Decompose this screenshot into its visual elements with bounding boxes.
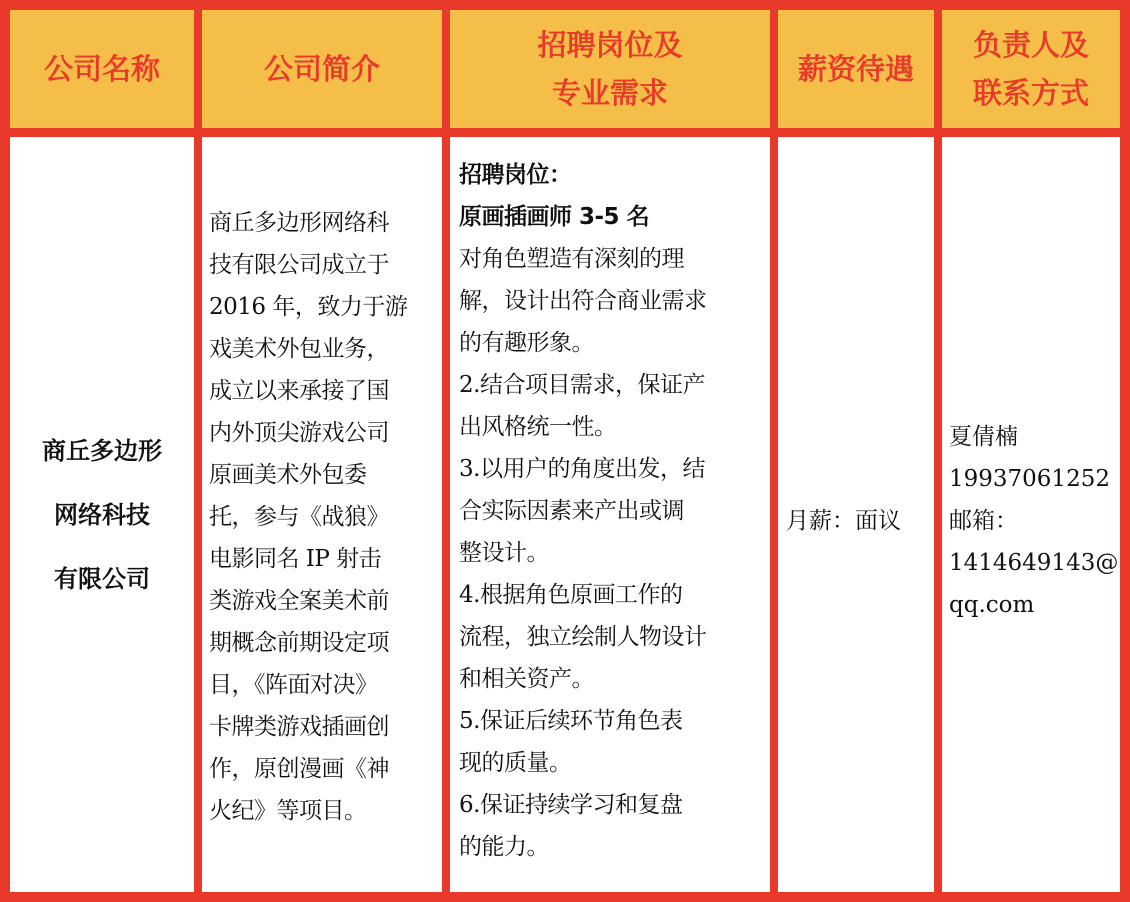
header-company-name xyxy=(10,10,194,128)
requirement-line: 现的质量。 xyxy=(459,750,572,776)
requirement-line: 6.保证持续学习和复盘 xyxy=(459,792,683,818)
intro-line: 成立以来承接了国 xyxy=(209,377,389,404)
salary-cell xyxy=(778,137,934,892)
position-title: 招聘岗位： xyxy=(459,162,572,188)
intro-line: 作，原创漫画《神 xyxy=(209,755,389,782)
intro-line: 技有限公司成立于 xyxy=(209,251,389,278)
intro-line: 类游戏全案美术前 xyxy=(209,587,389,614)
company-name-line: 网络科技 xyxy=(54,500,150,529)
requirement-line: 5.保证后续环节角色表 xyxy=(459,708,683,734)
contact-email-line2: qq.com xyxy=(949,591,1035,618)
company-name-cell xyxy=(10,137,194,892)
contact-name: 夏倩楠 xyxy=(949,423,1018,450)
header-salary xyxy=(778,10,934,128)
requirement-line: 4.根据角色原画工作的 xyxy=(459,582,683,608)
header-position-line1: 招聘岗位及 xyxy=(537,28,683,62)
intro-line: 期概念前期设定项 xyxy=(209,629,389,656)
header-contact xyxy=(942,10,1120,128)
intro-line: 电影同名 IP 射击 xyxy=(209,545,382,572)
requirement-line: 和相关资产。 xyxy=(459,666,594,692)
requirement-line: 流程，独立绘制人物设计 xyxy=(459,624,707,650)
requirement-line: 解，设计出符合商业需求 xyxy=(459,288,707,314)
contact-email xyxy=(949,542,1120,626)
contact-phone: 19937061252 xyxy=(949,465,1110,492)
header-salary-text: 薪资待遇 xyxy=(797,52,914,86)
requirement-line: 出风格统一性。 xyxy=(459,414,617,440)
header-company-intro xyxy=(202,10,442,128)
intro-line: 卡牌类游戏插画创 xyxy=(209,713,389,740)
intro-line: 戏美术外包业务， xyxy=(209,335,389,362)
contact-email-label: 邮箱： xyxy=(949,507,1018,534)
intro-line: 原画美术外包委 xyxy=(209,461,367,488)
requirement-line: 的能力。 xyxy=(459,834,549,860)
requirement-line: 的有趣形象。 xyxy=(459,330,594,356)
intro-line: 2016 年，致力于游 xyxy=(209,293,408,320)
header-company-name-text: 公司名称 xyxy=(43,52,160,86)
company-name-line: 有限公司 xyxy=(54,564,150,593)
intro-line: 商丘多边形网络科 xyxy=(209,209,389,236)
header-position-line2: 专业需求 xyxy=(551,76,668,110)
requirement-line: 合实际因素来产出或调 xyxy=(459,498,684,524)
contact-email-line1: 1414649143@ xyxy=(949,549,1119,576)
header-company-intro-text: 公司简介 xyxy=(263,52,380,86)
header-contact-line2: 联系方式 xyxy=(972,76,1089,110)
company-intro-cell xyxy=(202,137,442,892)
header-position xyxy=(450,10,770,128)
requirement-line: 对角色塑造有深刻的理 xyxy=(459,246,684,272)
company-name-line: 商丘多边形 xyxy=(42,436,162,465)
intro-line: 目，《阵面对决》 xyxy=(209,671,378,698)
requirement-line: 3.以用户的角度出发，结 xyxy=(459,456,705,482)
requirement-line: 2.结合项目需求，保证产 xyxy=(459,372,705,398)
contact-cell xyxy=(942,137,1120,892)
position-cell xyxy=(450,137,770,892)
intro-line: 托，参与《战狼》 xyxy=(209,503,389,530)
position-name: 原画插画师 3-5 名 xyxy=(459,204,650,230)
header-contact-line1: 负责人及 xyxy=(972,28,1089,62)
requirement-line: 整设计。 xyxy=(459,540,549,566)
salary-text: 月薪：面议 xyxy=(786,507,901,534)
intro-line: 火纪》等项目。 xyxy=(209,797,367,824)
intro-line: 内外顶尖游戏公司 xyxy=(209,419,389,446)
